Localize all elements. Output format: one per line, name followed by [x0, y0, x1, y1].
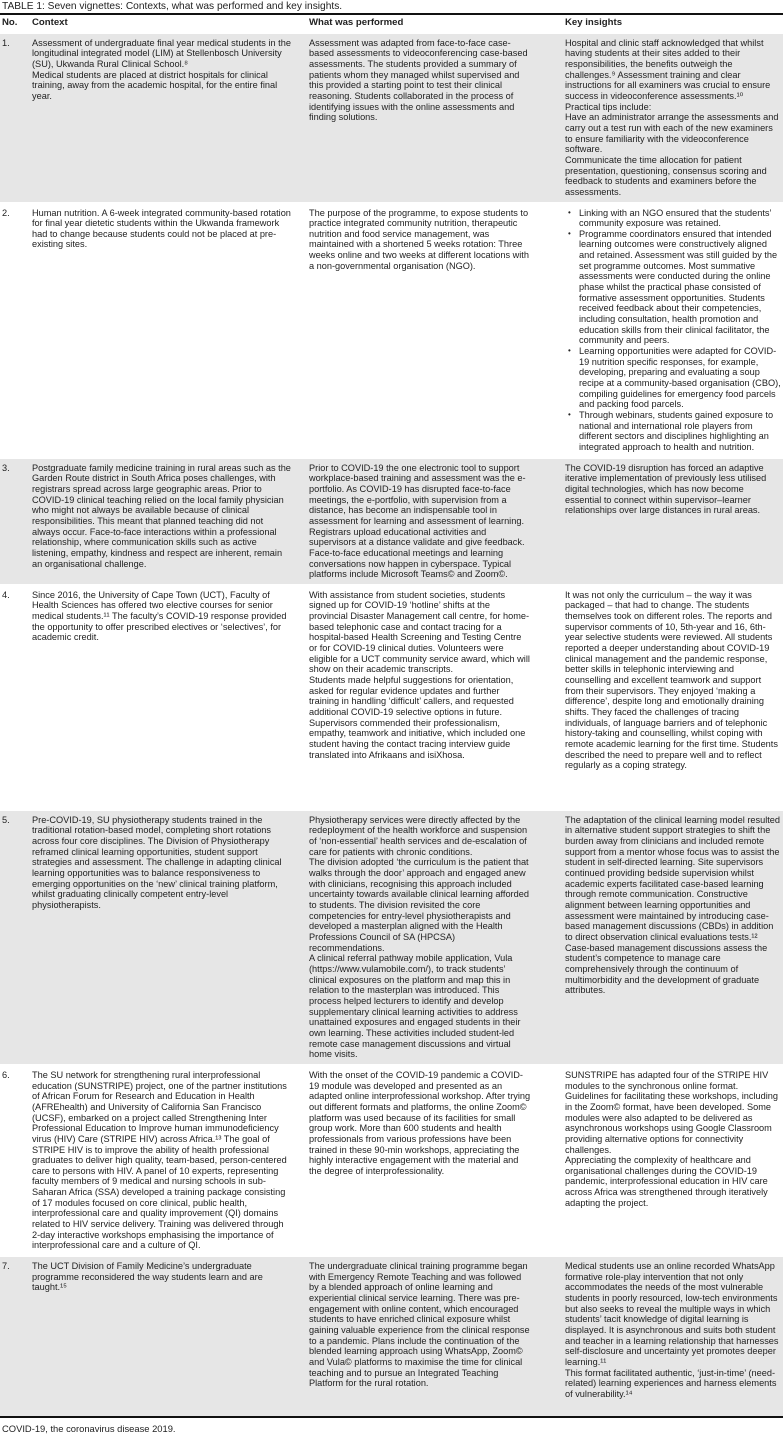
- insights-paragraph: Medical students use an online recorded WhatsApp formative role-play intervention that not only accommodates the needs of the most vulnerable students in poorly resourced, low-tech environments but also seeks to reveal the multiple ways in which students’ tacit knowledge of digital learning is displayed. It is asynchronous and suits both student and teacher in a learning relationship that harnesses self-disclosure and uncertainty yet promotes deeper learning.¹¹: [565, 1261, 779, 1367]
- performed-paragraph: Face-to-face educational meetings and learning conversations now happen in cyberspace. Typical platforms include Microsoft Teams© and Zoom©.: [309, 547, 512, 580]
- context-cell: [32, 810, 309, 1065]
- row-number-cell: 2.: [0, 203, 32, 458]
- context-paragraph: Medical students are placed at district hospitals for clinical training, away from the academic hospital, for the entire final year.: [32, 69, 278, 101]
- header-no: No.: [0, 15, 32, 33]
- header-row: [0, 15, 783, 33]
- insights-bullet-list: [565, 208, 781, 453]
- performed-paragraph: Prior to COVID-19 the one electronic tool to support workplace-based training and assessment was the e-portfolio. As COVID-19 has disrupted face-to-face meetings, the e-portfolio, with supervision from a distance, has become an indispensable tool in assessment for learning and assessment of learning. Registrars upload educational activities and supervisors at a distance validate and give feedback.: [309, 462, 526, 548]
- insights-paragraph: The adaptation of the clinical learning model resulted in alternative student support strategies to shift the burden away from clinicians and included remote support from a mentor whose focus was to assist the student in self-directed learning. Site supervisors continued providing bedside supervision whilst academic experts facilitated case-based learning through remote communication. Constructive alignment between learning opportunities and assessment were maintained by introducing case-based management discussions (CBDs) in addition to direct observation clinical evaluations tests.¹²: [565, 814, 781, 943]
- insights-cell: [565, 810, 783, 1065]
- table-row: [0, 458, 783, 585]
- table-row: [0, 33, 783, 203]
- performed-paragraph: The division adopted ‘the curriculum is the patient that walks through the door’ approach and engaged anew with clinicians, recognising this approach included uncertainty towards available clinical learning afforded to students. The division revisited the core competencies for entry-level physiotherapists and developed a masterplan aligned with the Health Professions Council of SA (HPCSA) recommendations.: [309, 857, 529, 953]
- performed-paragraph: With the onset of the COVID-19 pandemic a COVID-19 module was developed and presented as an adapted online interprofessional workshop. After trying out different formats and platforms, the online Zoom© platform was used because of its facilities for small group work. More than 600 students and health professionals from various professions have been trained in these 90-min workshops, appreciating the highly interactive engagement with the material and the degree of interprofessionality.: [309, 1069, 531, 1176]
- table-row: [0, 1065, 783, 1256]
- insights-bullet-item: • Learning opportunities were adapted for COVID-19 nutrition specific responses, for example, developing, preparing and evaluating a soup recipe at a community-based organisation (CBO), compiling guidelines for emergency food parcels and packing food parcels.: [579, 346, 781, 410]
- context-paragraph: The UCT Division of Family Medicine’s undergraduate programme reconsidered the way students learn and are taught.¹⁵: [32, 1261, 263, 1293]
- insights-paragraph: SUNSTRIPE has adapted four of the STRIPE HIV modules to the synchronous online format. Guidelines for facilitating these workshops, including in the Zoom© format, have been developed. Some modules were also adapted to be delivered as asynchronous workshops using Google Classroom providing alternative options for connectivity challenges.: [565, 1069, 778, 1155]
- context-cell: [32, 203, 309, 458]
- context-cell: [32, 1256, 309, 1416]
- context-paragraph: Since 2016, the University of Cape Town (UCT), Faculty of Health Sciences has offered two elective courses for senior medical students.¹¹ The faculty’s COVID-19 response provided the opportunity to offer prescribed electives or ‘selectives’, for academic credit.: [32, 589, 287, 643]
- row-number-cell: 6.: [0, 1065, 32, 1256]
- insights-cell: [565, 203, 783, 458]
- insights-paragraph: The COVID-19 disruption has forced an adaptive iterative implementation of previously less utilised digital technologies, which has now become essential to connect within supervisor–learner relationships over large distances in rural areas.: [565, 462, 767, 516]
- context-cell: [32, 458, 309, 585]
- insights-paragraph: It was not only the curriculum – the way it was packaged – that had to change. The students themselves took on different roles. The reports and supervisor comments of 10, 5th-year and 16, 6th-year selective students were reviewed. All students reported a deeper understanding about COVID-19 clinical management and the pandemic response, better skills in telephonic interviewing and counselling and excellent teamwork and support from their supervisors. They enjoyed ‘making a difference’, despite long and emotionally draining shifts. They faced the challenges of tracing individuals, of language barriers and of telephonic history-taking and counselling, whilst coping with remote academic learning for the first time. Students described the need to prepare well and to reflect regularly as a coping strategy.: [565, 589, 778, 771]
- insights-paragraph: Practical tips include:: [565, 101, 652, 112]
- insights-paragraph: Communicate the time allocation for patient presentation, questioning, consensus scoring and feedback to students and examiners before the assessments.: [565, 154, 767, 197]
- performed-cell: [309, 33, 565, 203]
- context-cell: [32, 33, 309, 203]
- context-cell: [32, 585, 309, 810]
- insights-paragraph: Appreciating the complexity of healthcare and organisational challenges during the COVID-19 pandemic, interprofessional education in HIV care across Africa was strengthened through iteratively adapting the project.: [565, 1155, 768, 1208]
- performed-cell: [309, 203, 565, 458]
- insights-bullet-item: • Linking with an NGO ensured that the students’ community exposure was retained.: [579, 208, 781, 229]
- context-paragraph: Human nutrition. A 6-week integrated community-based rotation for final year dietetic students within the Ukwanda framework had to change because students could not be placed at pre-existing sites.: [32, 207, 291, 250]
- table-caption: [2, 1, 783, 13]
- table-footnote: COVID-19, the coronavirus disease 2019.: [2, 1423, 176, 1435]
- header-context: Context: [32, 15, 309, 33]
- table-row: [0, 1256, 783, 1416]
- context-paragraph: Assessment of undergraduate final year medical students in the longitudinal integrated model (LIM) at Stellenbosch University (SU), Ukwanda Rural Clinical School.⁸: [32, 37, 291, 69]
- insights-cell: [565, 1065, 783, 1256]
- performed-paragraph: Students made helpful suggestions for orientation, asked for regular evidence updates and further training in handling ‘difficult’ callers, and requested additional COVID-19 selective options in future. Supervisors commended their professionalism, empathy, teamwork and initiative, which included one student having the contact tracing interview guide translated into Afrikaans and isiXhosa.: [309, 675, 526, 760]
- performed-cell: [309, 1256, 565, 1416]
- vignettes-table: [0, 15, 783, 1416]
- context-paragraph: Pre-COVID-19, SU physiotherapy students trained in the traditional rotation-based model, completing short rotations across four core disciplines. The Division of Physiotherapy reframed clinical learning opportunities, student support strategies and assessment. The challenge in adapting clinical learning opportunities was to balance responsiveness to emerging opportunities on the ‘new’ clinical training platform, whilst graduating clinically competent entry-level physiotherapists.: [32, 814, 282, 911]
- insights-cell: [565, 458, 783, 585]
- header-performed: What was performed: [309, 15, 565, 33]
- insights-paragraph: Hospital and clinic staff acknowledged that whilst having students at their sites added to their responsibilities, the benefits outweigh the challenges.⁹ Assessment training and clear instructions for all examiners was crucial to ensure success in videoconference assessments.¹⁰: [565, 37, 771, 101]
- context-cell: [32, 1065, 309, 1256]
- table-label: TABLE 1:: [2, 1, 45, 12]
- performed-cell: [309, 810, 565, 1065]
- row-number-cell: 5.: [0, 810, 32, 1065]
- performed-cell: [309, 1065, 565, 1256]
- insights-bullet-item: • Through webinars, students gained exposure to national and international role players from different sectors and disciplines highlighting an integrated approach to health and nutrition.: [579, 410, 781, 453]
- table-row: [0, 810, 783, 1065]
- context-paragraph: The SU network for strengthening rural interprofessional education (SUNSTRIPE) project, one of the partner institutions of African Forum for Research and Education in Health (AFREhealth) and University of California San Francisco (UCSF), embarked on a project called Strengthening Inter Professional Education to Improve human immunodeficiency virus (HIV) Care (STRIPE HIV) across Africa.¹³ The goal of STRIPE HIV is to improve the ability of health professional graduates to deliver high quality, team-based, person-centered care to persons with HIV. A panel of 10 experts, representing faculty members of 9 medical and nursing schools in sub-Saharan Africa (SSA) developed a training package consisting of 17 modules focused on core clinical, public health, interprofessional care and quality improvement (QI) domains related to HIV service delivery. Training was delivered through 2-day interactive workshops emphasising the importance of interprofessional care and a culture of QI.: [32, 1069, 287, 1251]
- performed-paragraph: Assessment was adapted from face-to-face case-based assessments to videoconferencing case-based assessments. The students provided a summary of patients whom they managed whilst supervised and this provided a starting point to test their clinical reasoning. Students collaborated in the process of identifying issues with the online assessments and finding solutions.: [309, 37, 528, 123]
- insights-paragraph: This format facilitated authentic, ‘just-in-time’ (need-related) learning experiences and harness elements of vulnerability.¹⁴: [565, 1367, 777, 1399]
- performed-paragraph: The undergraduate clinical training programme began with Emergency Remote Teaching and was followed by a blended approach of online learning and experiential clinical service learning. There was pre-engagement with online content, which encouraged students to have enriched clinical exposure whilst gaining valuable experience from the clinical response to a pandemic. Plans include the continuation of the blended learning approach using WhatsApp, Zoom© and Vula© platforms to maximise the time for clinical teaching and to pursue an Integrated Teaching Platform for the rural rotation.: [309, 1261, 530, 1389]
- row-number-cell: 1.: [0, 33, 32, 203]
- performed-paragraph: Physiotherapy services were directly affected by the redeployment of the health workforce and suspension of ‘non-essential’ health services and de-escalation of care for patients with chronic conditions.: [309, 814, 528, 857]
- table-title: Seven vignettes: Contexts, what was performed and key insights.: [44, 1, 343, 12]
- row-number-cell: 7.: [0, 1256, 32, 1416]
- row-number-cell: 4.: [0, 585, 32, 810]
- bottom-rule: [0, 1416, 783, 1418]
- performed-paragraph: With assistance from student societies, students signed up for COVID-19 ‘hotline’ shifts at the provincial Disaster Management call centre, for home-based telephonic case and contact tracing for a hospital-based Health Screening and Testing Centre or for COVID-19 clinical duties. Volunteers were eligible for a UCT community service award, which will show on their academic transcripts.: [309, 589, 530, 675]
- context-paragraph: Postgraduate family medicine training in rural areas such as the Garden Route district in South Africa poses challenges, with registrars spread across large geographic areas. Prior to COVID-19 clinical teaching relied on the local family physician who might not always be available because of clinical responsibilities. This meant that planned teaching did not always occur. Face-to-face interactions within a professional relationship, where communication skills such as active listening, empathy, kindness and respect are inherent, remain an organisational challenge.: [32, 462, 291, 569]
- performed-cell: [309, 585, 565, 810]
- table-row: [0, 203, 783, 458]
- insights-cell: [565, 1256, 783, 1416]
- insights-cell: [565, 585, 783, 810]
- table-body: [0, 33, 783, 1416]
- insights-cell: [565, 33, 783, 203]
- performed-paragraph: A clinical referral pathway mobile application, Vula (https://www.vulamobile.com/), to track students’ clinical exposures on the platform and map this in relation to the masterplan was introduced. This process helped lecturers to identify and develop supplementary clinical learning activities to address unattained exposures and engaged students in their own learning. These activities included student-led remote case management discussions and virtual home visits.: [309, 953, 521, 1060]
- table-row: [0, 585, 783, 810]
- insights-paragraph: Case-based management discussions assess the student’s competence to manage care comprehensively through the continuum of multimorbidity and the development of graduate attributes.: [565, 942, 768, 996]
- header-insights: Key insights: [565, 15, 783, 33]
- performed-cell: [309, 458, 565, 585]
- insights-paragraph: Have an administrator arrange the assessments and carry out a test run with each of the new examiners to ensure familiarity with the videoconference software.: [565, 112, 779, 155]
- row-number-cell: 3.: [0, 458, 32, 585]
- insights-bullet-item: • Programme coordinators ensured that intended learning outcomes were constructively aligned and retained. Assessment was still guided by the set programme outcomes. Most summative assessments were conducted during the online phase whilst the practical phase consisted of formative assessment opportunities. Students received feedback about their competencies, including consultation, health promotion and education skills from their clinical facilitator, the community and peers.: [579, 229, 781, 346]
- performed-paragraph: The purpose of the programme, to expose students to practice integrated community nutrition, therapeutic nutrition and food service management, was maintained with a shortened 5 weeks rotation: Three weeks online and two weeks at different locations with a non-governmental organisation (NGO).: [309, 207, 529, 271]
